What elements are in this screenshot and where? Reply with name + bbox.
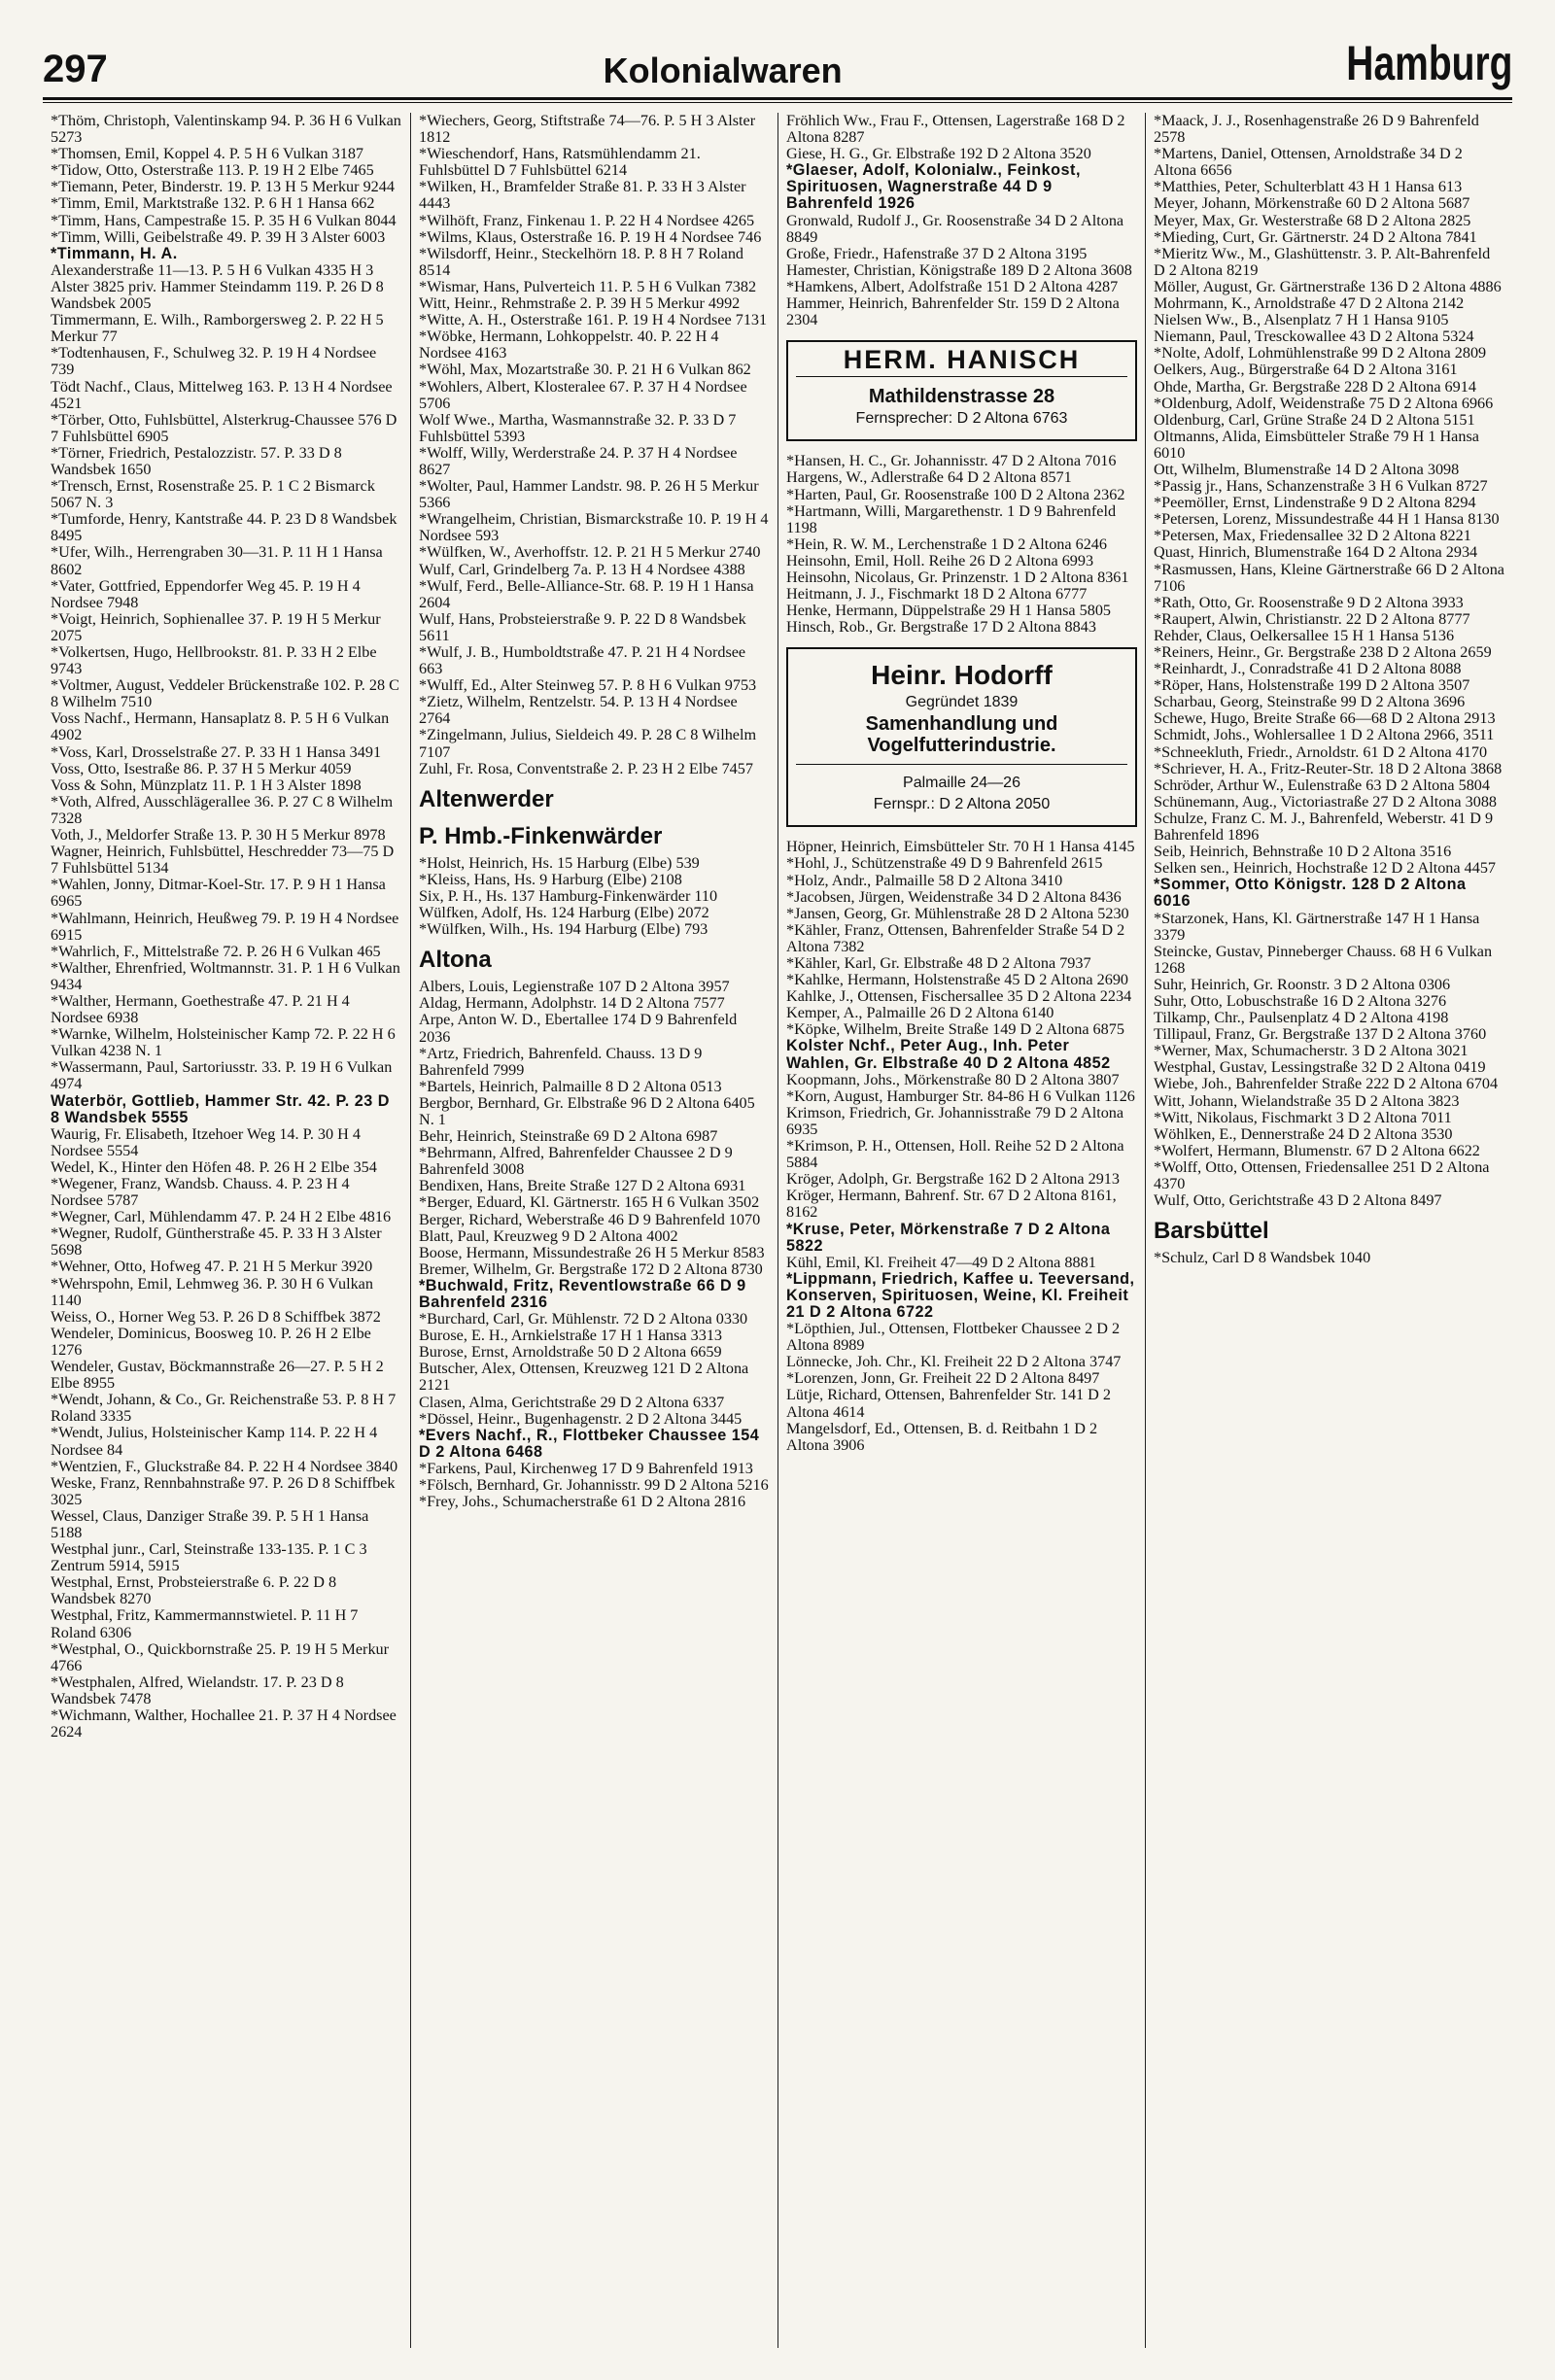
directory-entry: *Tumforde, Henry, Kantstraße 44. P. 23 D 8 Wandsbek 8495	[51, 510, 397, 545]
directory-entry: *Raupert, Alwin, Christianstr. 22 D 2 Altona 8777	[1154, 609, 1470, 628]
directory-entry: Nielsen Ww., B., Alsenplatz 7 H 1 Hansa 9105	[1154, 311, 1449, 329]
directory-entry: *Wehrspohn, Emil, Lehmweg 36. P. 30 H 6 Vulkan 1140	[51, 1274, 373, 1309]
directory-entry: *Lippmann, Friedrich, Kaffee u. Teeversand, Konserven, Spirituosen, Weine, Kl. Freiheit 21 D 2 Altona 6722	[786, 1269, 1135, 1321]
directory-entry: *Mieding, Curt, Gr. Gärtnerstr. 24 D 2 Altona 7841	[1154, 227, 1477, 246]
directory-entry: Gronwald, Rudolf J., Gr. Roosenstraße 34 D 2 Altona 8849	[786, 211, 1124, 246]
directory-entry: Wulf, Hans, Probsteierstraße 9. P. 22 D 8 Wandsbek 5611	[419, 609, 746, 644]
directory-entry: Wülfken, Adolf, Hs. 124 Harburg (Elbe) 2072	[419, 904, 709, 922]
directory-entry: Mangelsdorf, Ed., Ottensen, B. d. Reitbahn 1 D 2 Altona 3906	[786, 1419, 1098, 1454]
advert-hodorff-name: Heinr. Hodorff	[871, 660, 1053, 691]
directory-entry: *Tidow, Otto, Osterstraße 113. P. 19 H 2 Elbe 7465	[51, 161, 374, 180]
directory-entry: *Petersen, Lorenz, Missundestraße 44 H 1 Hansa 8130	[1154, 510, 1500, 529]
directory-entry: Clasen, Alma, Gerichtstraße 29 D 2 Altona 6337	[419, 1393, 725, 1411]
directory-entry: Hinsch, Rob., Gr. Bergstraße 17 D 2 Altona 8843	[786, 618, 1096, 637]
directory-entry: Giese, H. G., Gr. Elbstraße 192 D 2 Altona 3520	[786, 145, 1091, 163]
directory-entry: *Fölsch, Bernhard, Gr. Johannisstr. 99 D 2 Altona 5216	[419, 1476, 769, 1495]
directory-entry: *Wendt, Johann, & Co., Gr. Reichenstraße 53. P. 8 H 7 Roland 3335	[51, 1391, 397, 1426]
directory-entry: *Voltmer, August, Veddeler Brückenstraße 102. P. 28 C 8 Wilhelm 7510	[51, 676, 399, 711]
page-header	[43, 21, 1512, 91]
directory-entry: *Westphal, O., Quickbornstraße 25. P. 19 H 5 Merkur 4766	[51, 1639, 390, 1674]
directory-entry: *Behrmann, Alfred, Bahrenfelder Chaussee 2 D 9 Bahrenfeld 3008	[419, 1144, 733, 1179]
directory-entry: Voth, J., Meldorfer Straße 13. P. 30 H 5 Merkur 8978	[51, 826, 386, 845]
directory-entry: *Timm, Hans, Campestraße 15. P. 35 H 6 Vulkan 8044	[51, 211, 397, 229]
directory-entry: *Wulf, J. B., Humboldtstraße 47. P. 21 H 4 Nordsee 663	[419, 643, 746, 678]
directory-entry: *Warnke, Wilhelm, Holsteinischer Kamp 72. P. 22 H 6 Vulkan 4238 N. 1	[51, 1025, 396, 1060]
directory-entry: *Walther, Hermann, Goethestraße 47. P. 21 H 4 Nordsee 6938	[51, 991, 350, 1027]
directory-entry: Tödt Nachf., Claus, Mittelweg 163. P. 13 H 4 Nordsee 4521	[51, 377, 393, 412]
directory-entry: *Wahlmann, Heinrich, Heußweg 79. P. 19 H 4 Nordsee 6915	[51, 909, 399, 944]
directory-entry: *Frey, Johs., Schumacherstraße 61 D 2 Altona 2816	[419, 1493, 746, 1511]
directory-entry: Kröger, Hermann, Bahrenf. Str. 67 D 2 Altona 8161, 8162	[786, 1187, 1117, 1222]
directory-entry: *Wassermann, Paul, Sartoriusstr. 33. P. 19 H 6 Vulkan 4974	[51, 1058, 393, 1093]
advert-hodorff	[786, 647, 1137, 827]
directory-entry: *Wichmann, Walther, Hochallee 21. P. 37 H 4 Nordsee 2624	[51, 1707, 397, 1742]
directory-entry: Westphal junr., Carl, Steinstraße 133-135. P. 1 C 3 Zentrum 5914, 5915	[51, 1540, 367, 1575]
section-heading: Barsbüttel	[1154, 1218, 1269, 1245]
section-heading: Altona	[419, 947, 492, 974]
directory-entry: Westphal, Fritz, Kammermannstwietel. P. 11 H 7 Roland 6306	[51, 1606, 359, 1641]
advert-hodorff-line1: Samenhandlung und	[865, 713, 1058, 736]
directory-entry: Henke, Hermann, Düppelstraße 29 H 1 Hansa 5805	[786, 602, 1112, 620]
directory-entry: *Wilken, H., Bramfelder Straße 81. P. 33 H 3 Alster 4443	[419, 178, 746, 213]
directory-entry: Wiebe, Joh., Bahrenfelder Straße 222 D 2 Altona 6704	[1154, 1075, 1499, 1093]
directory-entry: *Timm, Emil, Marktstraße 132. P. 6 H 1 Hansa 662	[51, 194, 375, 213]
column-3	[778, 113, 1145, 2348]
directory-entry: *Westphalen, Alfred, Wielandstr. 17. P. 23 D 8 Wandsbek 7478	[51, 1673, 344, 1707]
advert-hodorff-address: Palmaille 24—26	[903, 775, 1020, 792]
directory-entry: Wagner, Heinrich, Fuhlsbüttel, Heschredder 73—75 D 7 Fuhlsbüttel 5134	[51, 843, 395, 878]
directory-entry: *Wendt, Julius, Holsteinischer Kamp 114. P. 22 H 4 Nordsee 84	[51, 1424, 378, 1459]
directory-entry: Lütje, Richard, Ottensen, Bahrenfelder Str. 141 D 2 Altona 4614	[786, 1386, 1112, 1421]
directory-entry: Rehder, Claus, Oelkersallee 15 H 1 Hansa 5136	[1154, 626, 1455, 644]
directory-entry: *Reinhardt, J., Conradstraße 41 D 2 Altona 8088	[1154, 660, 1462, 678]
directory-entry: Waurig, Fr. Elisabeth, Itzehoer Weg 14. P. 30 H 4 Nordsee 5554	[51, 1124, 361, 1159]
directory-entry: *Dössel, Heinr., Bugenhagenstr. 2 D 2 Altona 3445	[419, 1409, 743, 1428]
directory-entry: *Walther, Ehrenfried, Woltmannstr. 31. P. 1 H 6 Vulkan 9434	[51, 958, 400, 993]
directory-entry: *Holst, Heinrich, Hs. 15 Harburg (Elbe) 539	[419, 853, 700, 872]
directory-entry: *Köpke, Wilhelm, Breite Straße 149 D 2 Altona 6875	[786, 1020, 1124, 1039]
directory-entry: *Krimson, P. H., Ottensen, Holl. Reihe 52 D 2 Altona 5884	[786, 1137, 1124, 1172]
directory-entry: Waterbör, Gottlieb, Hammer Str. 42. P. 23 D 8 Wandsbek 5555	[51, 1091, 390, 1126]
directory-entry: Kröger, Adolph, Gr. Bergstraße 162 D 2 Altona 2913	[786, 1170, 1120, 1189]
directory-entry: *Thöm, Christoph, Valentinskamp 94. P. 36 H 6 Vulkan 5273	[51, 113, 401, 147]
directory-entry: *Bartels, Heinrich, Palmaille 8 D 2 Altona 0513	[419, 1077, 722, 1095]
directory-entry: Arpe, Anton W. D., Ebertallee 174 D 9 Bahrenfeld 2036	[419, 1011, 738, 1046]
directory-entry: *Hansen, H. C., Gr. Johannisstr. 47 D 2 Altona 7016	[786, 452, 1117, 470]
directory-entry: Ott, Wilhelm, Blumenstraße 14 D 2 Altona 3098	[1154, 460, 1460, 478]
directory-entry: *Evers Nachf., R., Flottbeker Chaussee 154 D 2 Altona 6468	[419, 1426, 760, 1461]
advert-hodorff-founded: Gegründet 1839	[905, 694, 1019, 711]
directory-entry: Niemann, Paul, Tresckowallee 43 D 2 Altona 5324	[1154, 328, 1474, 346]
directory-entry: *Timm, Willi, Geibelstraße 49. P. 39 H 3 Alster 6003	[51, 227, 386, 246]
directory-entry: Zuhl, Fr. Rosa, Conventstraße 2. P. 23 H 2 Elbe 7457	[419, 759, 753, 777]
directory-entry: Hammer, Heinrich, Bahrenfelder Str. 159 D 2 Altona 2304	[786, 294, 1120, 329]
directory-entry: *Ufer, Wilh., Herrengraben 30—31. P. 11 H 1 Hansa 8602	[51, 543, 383, 578]
directory-entry: *Sommer, Otto Königstr. 128 D 2 Altona 6016	[1154, 876, 1467, 911]
directory-entry: Albers, Louis, Legienstraße 107 D 2 Altona 3957	[419, 978, 730, 996]
directory-entry: *Tiemann, Peter, Binderstr. 19. P. 13 H 5 Merkur 9244	[51, 178, 395, 196]
page-number: 297	[43, 48, 108, 90]
directory-entry: Oldenburg, Carl, Grüne Straße 24 D 2 Altona 5151	[1154, 410, 1475, 429]
directory-entry: Wolf Wwe., Martha, Wasmannstraße 32. P. 33 D 7 Fuhlsbüttel 5393	[419, 410, 737, 445]
directory-entry: Schulze, Franz C. M. J., Bahrenfeld, Weberstr. 41 D 9 Bahrenfeld 1896	[1154, 809, 1494, 845]
directory-entry: *Wahlen, Jonny, Ditmar-Koel-Str. 17. P. 9 H 1 Hansa 6965	[51, 876, 386, 911]
directory-entry: *Jansen, Georg, Gr. Mühlenstraße 28 D 2 Altona 5230	[786, 904, 1129, 922]
directory-entry: *Röper, Hans, Holstenstraße 199 D 2 Altona 3507	[1154, 676, 1470, 695]
directory-entry: Kemper, A., Palmaille 26 D 2 Altona 6140	[786, 1004, 1054, 1022]
directory-entry: Schmidt, Johs., Wohlersallee 1 D 2 Altona 2966, 3511	[1154, 726, 1495, 744]
directory-entry: *Wahrlich, F., Mittelstraße 72. P. 26 H 6 Vulkan 465	[51, 942, 381, 960]
directory-entry: Heinsohn, Emil, Holl. Reihe 26 D 2 Altona 6993	[786, 551, 1094, 569]
column-2	[410, 113, 778, 2348]
directory-entry: Six, P. H., Hs. 137 Hamburg-Finkenwärder 110	[419, 886, 718, 905]
directory-entry: *Wegner, Carl, Mühlendamm 47. P. 24 H 2 Elbe 4816	[51, 1208, 392, 1226]
directory-entry: Koopmann, Johs., Mörkenstraße 80 D 2 Altona 3807	[786, 1070, 1120, 1088]
directory-entry: Voss Nachf., Hermann, Hansaplatz 8. P. 5 H 6 Vulkan 4902	[51, 709, 390, 744]
directory-entry: Burose, E. H., Arnkielstraße 17 H 1 Hansa 3313	[419, 1327, 723, 1345]
directory-entry: *Voigt, Heinrich, Sophienallee 37. P. 19 H 5 Merkur 2075	[51, 609, 381, 644]
directory-entry: Selken sen., Heinrich, Hochstraße 12 D 2 Altona 4457	[1154, 859, 1497, 878]
directory-entry: Boose, Hermann, Missundestraße 26 H 5 Merkur 8583	[419, 1243, 765, 1261]
directory-entry: *Wegner, Rudolf, Güntherstraße 45. P. 33 H 3 Alster 5698	[51, 1224, 382, 1259]
column-1	[43, 113, 410, 2348]
directory-entry: Witt, Johann, Wielandstraße 35 D 2 Altona 3823	[1154, 1091, 1460, 1110]
directory-entry: Heitmann, J. J., Fischmarkt 18 D 2 Altona 6777	[786, 585, 1088, 604]
directory-entry: *Korn, August, Hamburger Str. 84-86 H 6 Vulkan 1126	[786, 1087, 1135, 1105]
directory-entry: Hargens, W., Adlerstraße 64 D 2 Altona 8571	[786, 468, 1072, 487]
directory-entry: *Matthies, Peter, Schulterblatt 43 H 1 Hansa 613	[1154, 178, 1463, 196]
directory-entry: *Voth, Alfred, Ausschlägerallee 36. P. 27 C 8 Wilhelm 7328	[51, 792, 394, 827]
directory-entry: Suhr, Heinrich, Gr. Roonstr. 3 D 2 Altona 0306	[1154, 975, 1451, 993]
directory-entry: *Hohl, J., Schützenstraße 49 D 9 Bahrenfeld 2615	[786, 854, 1103, 873]
directory-entry: Butscher, Alex, Ottensen, Kreuzweg 121 D 2 Altona 2121	[419, 1360, 749, 1395]
directory-entry: *Rath, Otto, Gr. Roosenstraße 9 D 2 Altona 3933	[1154, 593, 1464, 611]
directory-entry: *Martens, Daniel, Ottensen, Arnoldstraße 34 D 2 Altona 6656	[1154, 145, 1463, 180]
advert-hodorff-phone: Fernspr.: D 2 Altona 2050	[873, 796, 1051, 813]
directory-entry: *Harten, Paul, Gr. Roosenstraße 100 D 2 Altona 2362	[786, 485, 1125, 503]
directory-entry: Tillipaul, Franz, Gr. Bergstraße 137 D 2 Altona 3760	[1154, 1025, 1487, 1044]
section-heading: P. Hmb.-Finkenwärder	[419, 822, 663, 849]
directory-entry: *Berger, Eduard, Kl. Gärtnerstr. 165 H 6 Vulkan 3502	[419, 1193, 760, 1212]
directory-entry: Kahlke, J., Ottensen, Fischersallee 35 D 2 Altona 2234	[786, 987, 1132, 1006]
directory-entry: *Hartmann, Willi, Margarethenstr. 1 D 9 Bahrenfeld 1198	[786, 501, 1117, 536]
directory-entry: Witt, Heinr., Rehmstraße 2. P. 39 H 5 Merkur 4992	[419, 294, 741, 313]
column-4	[1145, 113, 1512, 2348]
directory-entry: Oelkers, Aug., Bürgerstraße 64 D 2 Altona 3161	[1154, 361, 1458, 379]
directory-entry: *Törner, Friedrich, Pestalozzistr. 57. P. 33 D 8 Wandsbek 1650	[51, 443, 342, 478]
directory-entry: *Kahlke, Hermann, Holstenstraße 45 D 2 Altona 2690	[786, 971, 1129, 989]
directory-entry: Krimson, Friedrich, Gr. Johannisstraße 79 D 2 Altona 6935	[786, 1103, 1124, 1138]
directory-entry: *Wegener, Franz, Wandsb. Chauss. 4. P. 23 H 4 Nordsee 5787	[51, 1175, 350, 1210]
directory-entry: *Zingelmann, Julius, Sieldeich 49. P. 28 C 8 Wilhelm 7107	[419, 726, 757, 761]
directory-entry: *Törber, Otto, Fuhlsbüttel, Alsterkrug-Chaussee 576 D 7 Fuhlsbüttel 6905	[51, 410, 397, 445]
directory-entry: *Mieritz Ww., M., Glashüttenstr. 3. P. Alt-Bahrenfeld D 2 Altona 8219	[1154, 244, 1491, 279]
directory-entry: *Wilms, Klaus, Osterstraße 16. P. 19 H 4 Nordsee 746	[419, 227, 762, 246]
directory-entry: Wendeler, Dominicus, Boosweg 10. P. 26 H 2 Elbe 1276	[51, 1324, 371, 1359]
directory-entry: Meyer, Johann, Mörkenstraße 60 D 2 Altona 5687	[1154, 194, 1470, 213]
directory-entry: *Wehner, Otto, Hofweg 47. P. 21 H 5 Merkur 3920	[51, 1258, 373, 1276]
directory-entry: Wedel, K., Hinter den Höfen 48. P. 26 H 2 Elbe 354	[51, 1157, 377, 1176]
directory-entry: *Maack, J. J., Rosenhagenstraße 26 D 9 Bahrenfeld 2578	[1154, 113, 1479, 147]
directory-entry: *Burchard, Carl, Gr. Mühlenstr. 72 D 2 Altona 0330	[419, 1310, 748, 1328]
directory-entry: Wulf, Carl, Grindelberg 7a. P. 13 H 4 Nordsee 4388	[419, 560, 745, 578]
directory-entry: Voss & Sohn, Münzplatz 11. P. 1 H 3 Alster 1898	[51, 776, 362, 794]
directory-entry: *Wulff, Ed., Alter Steinweg 57. P. 8 H 6 Vulkan 9753	[419, 676, 757, 695]
directory-entry: *Wilsdorff, Heinr., Steckelhörn 18. P. 8 H 7 Roland 8514	[419, 244, 744, 279]
directory-entry: Weiss, O., Horner Weg 53. P. 26 D 8 Schiffbek 3872	[51, 1307, 381, 1326]
directory-entry: Suhr, Otto, Lobuschstraße 16 D 2 Altona 3276	[1154, 991, 1447, 1010]
directory-entry: *Voss, Karl, Drosselstraße 27. P. 33 H 1 Hansa 3491	[51, 742, 382, 761]
directory-entry: Wessel, Claus, Danziger Straße 39. P. 5 H 1 Hansa 5188	[51, 1506, 369, 1541]
advert-hanisch-address: Mathildenstrasse 28	[868, 386, 1055, 408]
directory-entry: *Wolff, Otto, Ottensen, Friedensallee 251 D 2 Altona 4370	[1154, 1157, 1490, 1192]
directory-entry: *Schriever, H. A., Fritz-Reuter-Str. 18 D 2 Altona 3868	[1154, 759, 1503, 777]
directory-entry: *Oldenburg, Adolf, Weidenstraße 75 D 2 Altona 6966	[1154, 394, 1494, 412]
directory-entry: *Zietz, Wilhelm, Rentzelstr. 54. P. 13 H 4 Nordsee 2764	[419, 693, 738, 728]
directory-entry: Bremer, Wilhelm, Gr. Bergstraße 172 D 2 Altona 8730	[419, 1259, 763, 1278]
directory-entry: *Kähler, Karl, Gr. Elbstraße 48 D 2 Altona 7937	[786, 954, 1091, 972]
directory-entry: *Artz, Friedrich, Bahrenfeld. Chauss. 13 D 9 Bahrenfeld 7999	[419, 1044, 703, 1079]
directory-entry: *Wieschendorf, Hans, Ratsmühlendamm 21. Fuhlsbüttel D 7 Fuhlsbüttel 6214	[419, 145, 701, 180]
directory-entry: *Timmann, H. A.	[51, 244, 178, 262]
directory-entry: *Wulf, Ferd., Belle-Alliance-Str. 68. P. 19 H 1 Hansa 2604	[419, 576, 754, 611]
columns	[43, 113, 1512, 2348]
city-heading: Hamburg	[1345, 36, 1512, 90]
directory-entry: Timmermann, E. Wilh., Ramborgersweg 2. P. 22 H 5 Merkur 77	[51, 311, 384, 346]
directory-entry: Scharbau, Georg, Steinstraße 99 D 2 Altona 3696	[1154, 693, 1466, 711]
directory-entry: Große, Friedr., Hafenstraße 37 D 2 Altona 3195	[786, 244, 1088, 262]
directory-entry: *Wentzien, F., Gluckstraße 84. P. 22 H 4 Nordsee 3840	[51, 1457, 398, 1475]
directory-entry: Oltmanns, Alida, Eimsbütteler Straße 79 H 1 Hansa 6010	[1154, 427, 1479, 462]
directory-entry: *Kähler, Franz, Ottensen, Bahrenfelder Straße 54 D 2 Altona 7382	[786, 920, 1125, 955]
directory-entry: Behr, Heinrich, Steinstraße 69 D 2 Altona 6987	[419, 1127, 718, 1146]
directory-entry: Alexanderstraße 11—13. P. 5 H 6 Vulkan 4335 H 3 Alster 3825 priv. Hammer Steindamm 119. P. 26 D 8 Wandsbek 2005	[51, 260, 384, 313]
directory-entry: *Wrangelheim, Christian, Bismarckstraße 10. P. 19 H 4 Nordsee 593	[419, 510, 769, 545]
directory-entry: *Werner, Max, Schumacherstr. 3 D 2 Altona 3021	[1154, 1042, 1469, 1060]
directory-entry: Aldag, Hermann, Adolphstr. 14 D 2 Altona 7577	[419, 994, 725, 1013]
directory-entry: Steincke, Gustav, Pinneberger Chauss. 68 H 6 Vulkan 1268	[1154, 942, 1493, 977]
directory-entry: *Wülfken, W., Averhoffstr. 12. P. 21 H 5 Merkur 2740	[419, 543, 761, 562]
header-rule-thin	[43, 102, 1512, 103]
directory-entry: Blatt, Paul, Kreuzweg 9 D 2 Altona 4002	[419, 1226, 678, 1245]
directory-entry: Hamester, Christian, Königstraße 189 D 2 Altona 3608	[786, 260, 1132, 279]
directory-entry: Fröhlich Ww., Frau F., Ottensen, Lagerstraße 168 D 2 Altona 8287	[786, 113, 1125, 147]
directory-entry: *Schulz, Carl D 8 Wandsbek 1040	[1154, 1249, 1371, 1267]
directory-entry: *Petersen, Max, Friedensallee 32 D 2 Altona 8221	[1154, 527, 1471, 545]
directory-entry: Burose, Ernst, Arnoldstraße 50 D 2 Altona 6659	[419, 1343, 722, 1362]
directory-entry: Weske, Franz, Rennbahnstraße 97. P. 26 D 8 Schiffbek 3025	[51, 1473, 396, 1508]
directory-entry: Schröder, Arthur W., Eulenstraße 63 D 2 Altona 5804	[1154, 776, 1490, 794]
directory-entry: *Reiners, Heinr., Gr. Bergstraße 238 D 2 Altona 2659	[1154, 643, 1492, 661]
directory-entry: *Vater, Gottfried, Eppendorfer Weg 45. P. 19 H 4 Nordsee 7948	[51, 576, 361, 611]
directory-entry: Westphal, Ernst, Probsteierstraße 6. P. 22 D 8 Wandsbek 8270	[51, 1573, 337, 1608]
directory-entry: *Lorenzen, Jonn, Gr. Freiheit 22 D 2 Altona 8497	[786, 1369, 1100, 1388]
directory-entry: *Wöbke, Hermann, Lohkoppelstr. 40. P. 22 H 4 Nordsee 4163	[419, 328, 719, 362]
directory-entry: *Wolter, Paul, Hammer Landstr. 98. P. 26 H 5 Merkur 5366	[419, 477, 759, 512]
directory-entry: Westphal, Gustav, Lessingstraße 32 D 2 Altona 0419	[1154, 1058, 1486, 1077]
directory-entry: *Peemöller, Ernst, Lindenstraße 9 D 2 Altona 8294	[1154, 494, 1476, 512]
directory-entry: *Hein, R. W. M., Lerchenstraße 1 D 2 Altona 6246	[786, 535, 1107, 553]
page-title: Kolonialwaren	[603, 51, 843, 90]
directory-entry: Bendixen, Hans, Breite Straße 127 D 2 Altona 6931	[419, 1177, 746, 1195]
advert-hanisch-name: HERM. HANISCH	[843, 345, 1081, 375]
directory-entry: Ohde, Martha, Gr. Bergstraße 228 D 2 Altona 6914	[1154, 377, 1476, 396]
directory-entry: Schünemann, Aug., Victoriastraße 27 D 2 Altona 3088	[1154, 792, 1498, 811]
directory-entry: *Kruse, Peter, Mörkenstraße 7 D 2 Altona 5822	[786, 1220, 1111, 1255]
directory-entry: Lönnecke, Joh. Chr., Kl. Freiheit 22 D 2 Altona 3747	[786, 1353, 1122, 1371]
directory-entry: Wöhlken, E., Dennerstraße 24 D 2 Altona 3530	[1154, 1124, 1453, 1143]
directory-entry: *Buchwald, Fritz, Reventlowstraße 66 D 9 Bahrenfeld 2316	[419, 1276, 746, 1311]
directory-entry: *Thomsen, Emil, Koppel 4. P. 5 H 6 Vulkan 3187	[51, 145, 364, 163]
advert-divider	[796, 764, 1127, 765]
advert-hodorff-line2: Vogelfutterindustrie.	[867, 735, 1056, 757]
directory-entry: Tilkamp, Chr., Paulsenplatz 4 D 2 Altona 4198	[1154, 1009, 1449, 1027]
directory-entry: *Witte, A. H., Osterstraße 161. P. 19 H 4 Nordsee 7131	[419, 311, 768, 329]
directory-entry: *Wolff, Willy, Werderstraße 24. P. 37 H 4 Nordsee 8627	[419, 443, 738, 478]
directory-entry: *Farkens, Paul, Kirchenweg 17 D 9 Bahrenfeld 1913	[419, 1459, 753, 1477]
directory-entry: *Glaeser, Adolf, Kolonialw., Feinkost, Spirituosen, Wagnerstraße 44 D 9 Bahrenfeld 1926	[786, 161, 1081, 213]
directory-entry: Mohrmann, K., Arnoldstraße 47 D 2 Altona 2142	[1154, 294, 1465, 313]
directory-entry: *Wülfken, Wilh., Hs. 194 Harburg (Elbe) 793	[419, 920, 708, 939]
directory-entry: *Wilhöft, Franz, Finkenau 1. P. 22 H 4 Nordsee 4265	[419, 211, 755, 229]
directory-entry: Kolster Nchf., Peter Aug., Inh. Peter Wahlen, Gr. Elbstraße 40 D 2 Altona 4852	[786, 1037, 1111, 1072]
directory-entry: Höpner, Heinrich, Eimsbütteler Str. 70 H 1 Hansa 4145	[786, 838, 1135, 856]
directory-entry: *Starzonek, Hans, Kl. Gärtnerstraße 147 H 1 Hansa 3379	[1154, 909, 1480, 944]
directory-entry: *Todtenhausen, F., Schulweg 32. P. 19 H 4 Nordsee 739	[51, 344, 377, 379]
directory-entry: *Trensch, Ernst, Rosenstraße 25. P. 1 C 2 Bismarck 5067 N. 3	[51, 477, 375, 512]
directory-entry: *Passig jr., Hans, Schanzenstraße 3 H 6 Vulkan 8727	[1154, 477, 1488, 496]
directory-entry: *Schneekluth, Friedr., Arnoldstr. 61 D 2 Altona 4170	[1154, 742, 1488, 761]
directory-entry: *Witt, Nikolaus, Fischmarkt 3 D 2 Altona 7011	[1154, 1108, 1452, 1126]
directory-entry: *Volkertsen, Hugo, Hellbrookstr. 81. P. 33 H 2 Elbe 9743	[51, 643, 377, 678]
directory-entry: *Kleiss, Hans, Hs. 9 Harburg (Elbe) 2108	[419, 870, 682, 888]
directory-entry: *Löpthien, Jul., Ottensen, Flottbeker Chaussee 2 D 2 Altona 8989	[786, 1320, 1121, 1355]
directory-entry: *Wolfert, Hermann, Blumenstr. 67 D 2 Altona 6622	[1154, 1141, 1480, 1159]
directory-entry: Kühl, Emil, Kl. Freiheit 47—49 D 2 Altona 8881	[786, 1253, 1096, 1271]
directory-entry: Wulf, Otto, Gerichtstraße 43 D 2 Altona 8497	[1154, 1191, 1442, 1210]
directory-entry: Wendeler, Gustav, Böckmannstraße 26—27. P. 5 H 2 Elbe 8955	[51, 1358, 384, 1393]
directory-entry: *Hamkens, Albert, Adolfstraße 151 D 2 Altona 4287	[786, 277, 1119, 295]
directory-entry: Meyer, Max, Gr. Westerstraße 68 D 2 Altona 2825	[1154, 211, 1471, 229]
directory-entry: *Holz, Andr., Palmaille 58 D 2 Altona 3410	[786, 871, 1063, 889]
section-heading: Altenwerder	[419, 785, 554, 812]
directory-entry: Bergbor, Bernhard, Gr. Elbstraße 96 D 2 Altona 6405 N. 1	[419, 1093, 755, 1128]
directory-entry: Schewe, Hugo, Breite Straße 66—68 D 2 Altona 2913	[1154, 709, 1496, 728]
directory-entry: *Rasmussen, Hans, Kleine Gärtnerstraße 66 D 2 Altona 7106	[1154, 560, 1504, 595]
header-rule	[43, 97, 1512, 100]
directory-entry: *Wohlers, Albert, Klosteralee 67. P. 37 H 4 Nordsee 5706	[419, 377, 747, 412]
directory-entry: *Wiechers, Georg, Stiftstraße 74—76. P. 5 H 3 Alster 1812	[419, 113, 756, 147]
directory-entry: Voss, Otto, Isestraße 86. P. 37 H 5 Merkur 4059	[51, 759, 352, 777]
directory-entry: Seib, Heinrich, Behnstraße 10 D 2 Altona 3516	[1154, 843, 1452, 861]
advert-hanisch-phone: Fernsprecher: D 2 Altona 6763	[855, 410, 1068, 428]
directory-entry: Quast, Hinrich, Blumenstraße 164 D 2 Altona 2934	[1154, 543, 1478, 562]
directory-entry: *Wismar, Hans, Pulverteich 11. P. 5 H 6 Vulkan 7382	[419, 277, 757, 295]
directory-entry: *Jacobsen, Jürgen, Weidenstraße 34 D 2 Altona 8436	[786, 887, 1122, 906]
advert-divider	[796, 376, 1127, 377]
directory-entry: Berger, Richard, Weberstraße 46 D 9 Bahrenfeld 1070	[419, 1210, 761, 1228]
directory-entry: Möller, August, Gr. Gärtnerstraße 136 D 2 Altona 4886	[1154, 277, 1502, 295]
directory-entry: *Nolte, Adolf, Lohmühlenstraße 99 D 2 Altona 2809	[1154, 344, 1487, 362]
advert-hanisch	[786, 340, 1137, 441]
directory-entry: *Wöhl, Max, Mozartstraße 30. P. 21 H 6 Vulkan 862	[419, 361, 751, 379]
directory-entry: Heinsohn, Nicolaus, Gr. Prinzenstr. 1 D 2 Altona 8361	[786, 568, 1129, 586]
